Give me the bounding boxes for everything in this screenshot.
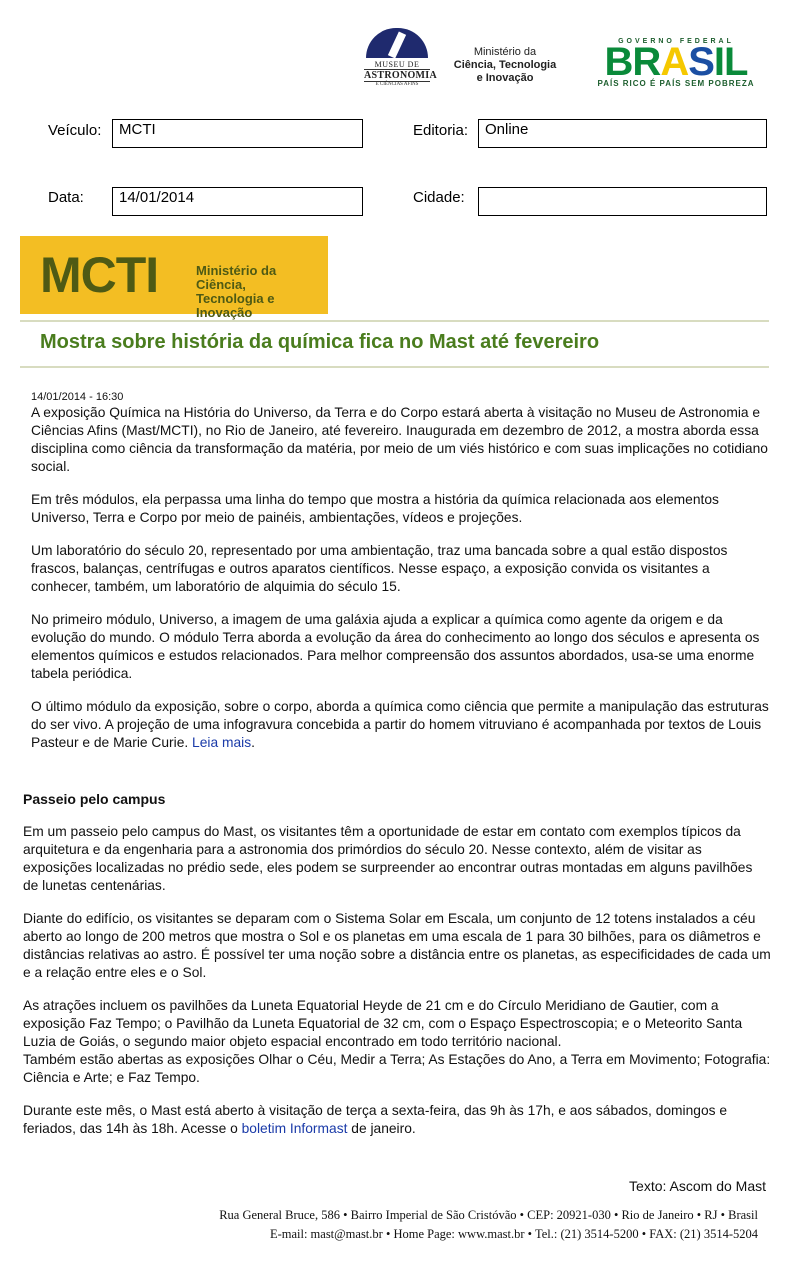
article-timestamp: 14/01/2014 - 16:30 <box>31 391 124 403</box>
ministerio-logo <box>440 46 570 85</box>
museu-logo-line2: ASTRONOMIA <box>364 70 438 81</box>
brasil-logo-word: BRASIL <box>604 40 748 84</box>
ministerio-line1: Ministério da <box>473 46 537 58</box>
article-body <box>31 390 771 767</box>
editoria-field: Online <box>478 119 767 148</box>
footer-contact: E-mail: mast@mast.br • Home Page: www.mast.br • Tel.: (21) 3514-5200 • FAX: (21) 3514-5204 <box>269 1227 758 1241</box>
data-label: Data: <box>48 189 84 206</box>
article-paragraph-2: Em três módulos, ela perpassa uma linha do tempo que mostra a história da química relacionada aos elementos Universo, Terra e Corpo por meio de painéis, ambientações, vídeos e projeções. <box>31 492 719 525</box>
governo-federal-brasil-logo <box>592 38 760 94</box>
article-paragraph-5: O último módulo da exposição, sobre o corpo, aborda a química como ciência que permite a manipulação das estruturas do ser vivo. A projeção de uma infogravura concebida a partir do homem vitruviano é acompanhada por textos de Louis Pasteur e de Marie Curie. Leia mais. <box>31 699 769 750</box>
mcti-banner-line1: Ministério da Ciência, <box>196 263 277 292</box>
mcti-banner <box>20 236 328 320</box>
museu-logo-line3: E CIÊNCIAS AFINS <box>375 82 419 87</box>
cidade-label: Cidade: <box>413 189 465 206</box>
article-paragraph-7: Diante do edifício, os visitantes se deparam com o Sistema Solar em Escala, um conjunto de 12 totens instalados a céu aberto ao longo de 200 metros que mostra o Sol e os planetas em uma escala de 1 para 30 bilhões, para os diâmetros e distâncias relativas ao astro. É possível ter uma noção sobre a distância entre os planetas, as especificidades de cada um e a relação entre eles e o Sol. <box>23 911 771 980</box>
article-paragraph-3: Um laboratório do século 20, representado por uma ambientação, traz uma bancada sobre a qual estão dispostos frascos, balanças, centrífugas e outros aparatos científicos. Nesse espaço, a exposição convida os visitantes a conhecer, também, um laboratório de alquimia do século 15. <box>31 543 728 594</box>
article-paragraph-8: As atrações incluem os pavilhões da Luneta Equatorial Heyde de 21 cm e do Círculo Meridiano de Gautier, com a exposição Faz Tempo; o Pavilhão da Luneta Equatorial de 32 cm, com o Espaço Espectroscopia; e o Meteorito Santa Luzia de Goiás, o segundo maior objeto espacial encontrado em todo território nacional. <box>23 998 743 1049</box>
article-paragraph-8b: Também estão abertas as exposições Olhar o Céu, Medir a Terra; As Estações do Ano, a Terra em Movimento; Fotografia: Ciência e Arte; e Faz Tempo. <box>23 1052 771 1085</box>
leia-mais-link[interactable]: Leia mais <box>192 735 252 750</box>
observatory-dome-icon <box>366 28 428 58</box>
ministerio-line3: e Inovação <box>476 72 534 84</box>
museu-astronomia-logo <box>364 28 438 92</box>
boletim-informast-link[interactable]: boletim Informast <box>241 1121 348 1136</box>
article-paragraph-5-text: O último módulo da exposição, sobre o corpo, aborda a química como ciência que permite a manipulação das estruturas do ser vivo. A projeção de uma infogravura concebida a partir do homem vitruviano é acompanhada por textos de Louis Pasteur e de Marie Curie. <box>31 699 769 750</box>
article-title: Mostra sobre história da química fica no Mast até fevereiro <box>40 331 600 353</box>
article-paragraph-4: No primeiro módulo, Universo, a imagem de uma galáxia ajuda a explicar a química como agente da origem e da evolução do mundo. O módulo Terra aborda a evolução da área do conhecimento ao longo dos séculos e apresenta os elementos químicos e estudos relacionados. Para melhor compreensão dos assuntos abordados, usa-se uma enorme tabela periódica. <box>31 612 760 681</box>
article-paragraph-1: A exposição Química na História do Universo, da Terra e do Corpo estará aberta à visitação no Museu de Astronomia e Ciências Afins (Mast/MCTI), no Rio de Janeiro, até fevereiro. Inaugurada em dezembro de 2012, a mostra aborda essa disciplina como ciência da transformação da matéria, por meio de um viés histórico e com suas implicações no cotidiano social. <box>31 405 768 474</box>
veiculo-field: MCTI <box>112 119 363 148</box>
section-subheading: Passeio pelo campus <box>23 791 166 807</box>
article-credit: Texto: Ascom do Mast <box>629 1178 766 1194</box>
mcti-banner-line2: Tecnologia e Inovação <box>196 291 275 320</box>
ministerio-line2: Ciência, Tecnologia <box>453 59 557 71</box>
veiculo-label: Veículo: <box>48 122 102 139</box>
article-paragraph-9 <box>23 1102 771 1138</box>
cidade-field <box>478 187 767 216</box>
article-body-campus <box>23 823 771 1153</box>
mcti-banner-acronym: MCTI <box>40 247 159 303</box>
mcti-banner-name <box>196 264 328 320</box>
brasil-logo-slogan: PAÍS RICO É PAÍS SEM POBREZA <box>597 79 755 88</box>
title-bottom-divider <box>20 366 769 368</box>
article-paragraph-9-text: Durante este mês, o Mast está aberto à visitação de terça a sexta-feira, das 9h às 17h, e aos sábados, domingos e feriados, das 14h às 18h. Acesse o <box>23 1103 728 1136</box>
museu-logo-line1: MUSEU DE <box>374 60 420 69</box>
brasil-logo-top: GOVERNO FEDERAL <box>618 38 734 45</box>
footer-address: Rua General Bruce, 586 • Bairro Imperial de São Cristóvão • CEP: 20921-030 • Rio de Janeiro • RJ • Brasil <box>219 1208 758 1222</box>
data-field: 14/01/2014 <box>112 187 363 216</box>
article-paragraph-6: Em um passeio pelo campus do Mast, os visitantes têm a oportunidade de estar em contato com exemplos típicos da arquitetura e da engenharia para a astronomia dos primórdios do século 20. Nesse contexto, além de visitar as exposições localizadas no prédio sede, eles podem se surpreender ao encontrar outras montadas em alguns pavilhões de lunetas centenárias. <box>23 824 753 893</box>
title-top-divider <box>20 320 769 322</box>
article-paragraph-9-end: de janeiro. <box>351 1121 416 1136</box>
editoria-label: Editoria: <box>413 122 469 139</box>
